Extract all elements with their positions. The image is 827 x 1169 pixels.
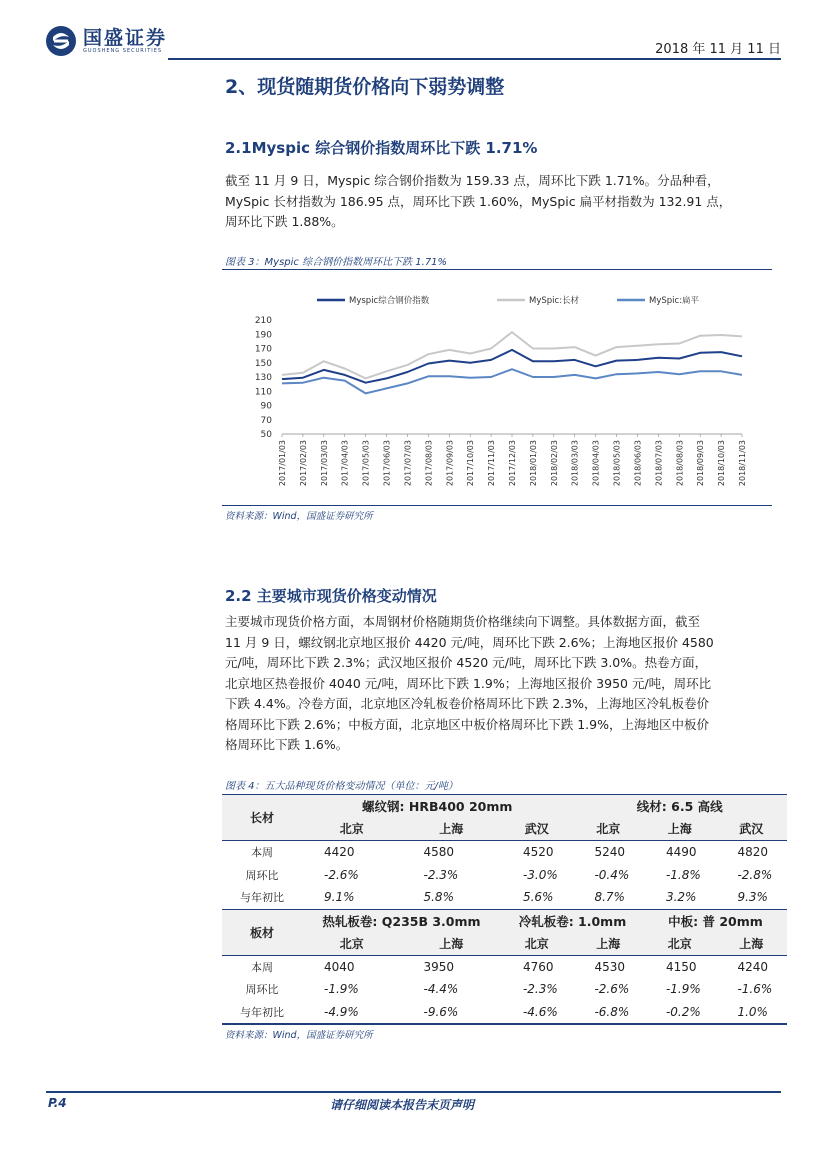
- table-cell: 4580: [423, 845, 455, 860]
- table-row: [222, 841, 787, 864]
- paragraph-line: 格周环比下跌 1.6%。: [225, 737, 349, 752]
- subsection-title-2-2: 2.2 主要城市现货价格变动情况: [225, 587, 437, 605]
- paragraph-line: 截至 11 月 9 日，Myspic 综合钢价指数为 159.33 点，周环比下跌 1.71%。分品种看，: [225, 173, 720, 188]
- x-tick-label: 2018/02/03: [549, 440, 559, 487]
- disclaimer-notice: 请仔细阅读本报告末页声明: [330, 1098, 475, 1112]
- logo-name-en: GUOSHENG SECURITIES: [83, 47, 163, 54]
- table-cell: 4150: [665, 959, 697, 974]
- table-cell: -2.8%: [737, 867, 773, 882]
- x-tick-label: 2018/04/03: [591, 440, 601, 487]
- paragraph-2-1: [225, 171, 777, 233]
- paragraph-line: 11 月 9 日，螺纹钢北京地区报价 4420 元/吨，周环比下跌 2.6%；上海地区报价 4580: [225, 634, 714, 650]
- table-cell: 4520: [522, 845, 554, 860]
- x-tick-label: 2017/10/03: [466, 440, 476, 487]
- figure-3-bottom-rule: [222, 505, 772, 506]
- wire-rod-group-header: 线材: 6.5 高线: [572, 795, 787, 818]
- table-cell: 3.2%: [644, 886, 716, 909]
- x-tick-label: 2017/05/03: [361, 440, 371, 487]
- city-header: 武汉: [501, 818, 573, 841]
- paragraph-line: 北京地区热卷报价 4040 元/吨，周环比下跌 1.9%；上海地区报价 3950 元/吨，周环比: [225, 675, 712, 691]
- city-header: 上海: [401, 932, 500, 955]
- logo-name: 国盛证券: [83, 26, 168, 49]
- paragraph-line: 主要城市现货价格方面，本周钢材价格随期货价格继续向下调整。具体数据方面，截至: [225, 614, 701, 629]
- city-header: 北京: [501, 932, 573, 955]
- city-header: 上海: [715, 932, 787, 955]
- table-row: [222, 1001, 787, 1025]
- x-tick-label: 2017/06/03: [382, 440, 392, 487]
- table-cell: 5.8%: [401, 886, 500, 909]
- table-cell: -0.4%: [594, 867, 630, 882]
- city-header: 上海: [644, 818, 716, 841]
- x-tick-label: 2017/11/03: [487, 440, 497, 487]
- table-cell: 9.3%: [715, 886, 787, 909]
- row-label: 与年初比: [222, 1001, 302, 1025]
- y-tick-label: 110: [254, 387, 272, 398]
- table-cell: 4240: [737, 959, 769, 974]
- table-cell: 4530: [594, 959, 626, 974]
- steel-price-index-chart: [222, 280, 772, 505]
- legend-label: MySpic:扁平: [649, 296, 700, 306]
- table-cell: 4040: [324, 959, 355, 974]
- section-title: 2、现货随期货价格向下弱势调整: [225, 76, 505, 98]
- y-tick-label: 90: [260, 401, 272, 412]
- x-tick-label: 2018/09/03: [696, 440, 706, 487]
- x-tick-label: 2018/06/03: [633, 440, 643, 487]
- x-tick-label: 2018/03/03: [570, 440, 580, 487]
- x-tick-label: 2018/08/03: [675, 440, 685, 487]
- x-tick-label: 2017/03/03: [319, 440, 329, 487]
- table-cell: -3.0%: [522, 867, 558, 882]
- page-number: P.4: [48, 1096, 67, 1110]
- y-tick-label: 130: [254, 373, 272, 383]
- city-header: 北京: [644, 932, 716, 955]
- paragraph-2-2: [225, 612, 777, 756]
- footer-divider: [46, 1091, 781, 1093]
- figure-4-source: 资料来源：Wind，国盛证券研究所: [225, 1030, 373, 1041]
- x-tick-label: 2018/05/03: [612, 440, 622, 487]
- report-date: 2018 年 11 月 11 日: [655, 42, 781, 57]
- x-tick-label: 2017/09/03: [445, 440, 455, 487]
- table-cell: -1.9%: [324, 982, 359, 997]
- company-logo: [45, 24, 167, 58]
- city-header: 北京: [302, 932, 401, 955]
- x-tick-label: 2017/08/03: [424, 440, 434, 487]
- x-tick-label: 2018/07/03: [654, 440, 664, 487]
- figure-4-caption: 图表 4：五大品种现货价格变动情况（单位：元/吨）: [225, 781, 458, 792]
- table-cell: -2.3%: [423, 867, 459, 882]
- table-cell: 5.6%: [501, 886, 573, 909]
- x-tick-label: 2018/01/03: [528, 440, 538, 487]
- flat-products-label: 板材: [222, 909, 302, 955]
- header-divider: [168, 58, 781, 60]
- paragraph-line: 下跌 4.4%。冷卷方面，北京地区冷轧板卷价格周环比下跌 2.3%，上海地区冷轧板卷价: [225, 696, 709, 711]
- cold-rolled-group-header: 冷轧板卷: 1.0mm: [501, 909, 644, 932]
- paragraph-line: 格周环比下跌 2.6%；中板方面，北京地区中板价格周环比下跌 1.9%，上海地区中板价: [225, 716, 709, 732]
- table-cell: -4.6%: [501, 1001, 573, 1025]
- table-cell: -1.8%: [665, 867, 701, 882]
- table-cell: 4490: [665, 845, 697, 860]
- table-cell: -4.4%: [423, 982, 459, 997]
- table-cell: 4420: [324, 845, 355, 860]
- row-label: 周环比: [245, 868, 279, 882]
- y-tick-label: 50: [260, 430, 272, 440]
- table-cell: 3950: [423, 959, 455, 974]
- rebar-group-header: 螺纹钢: HRB400 20mm: [302, 795, 572, 818]
- table-cell: -9.6%: [401, 1001, 500, 1025]
- legend-label: MySpic:长材: [529, 296, 580, 306]
- y-tick-label: 170: [254, 344, 272, 355]
- series-line-1: [282, 332, 742, 378]
- table-cell: -2.6%: [324, 867, 359, 882]
- city-header: 上海: [572, 932, 644, 955]
- table-cell: 4760: [522, 959, 554, 974]
- y-tick-label: 210: [254, 316, 272, 326]
- y-tick-label: 70: [260, 415, 272, 426]
- city-header: 武汉: [715, 818, 787, 841]
- x-tick-label: 2017/04/03: [340, 440, 350, 487]
- paragraph-line: 周环比下跌 1.88%。: [225, 214, 344, 229]
- table-cell: -2.6%: [594, 982, 630, 997]
- table-cell: -1.6%: [737, 982, 773, 997]
- x-tick-label: 2018/11/03: [738, 440, 747, 487]
- table-row: [222, 978, 787, 1001]
- row-label: 周环比: [245, 983, 279, 997]
- table-cell: 9.1%: [302, 886, 401, 909]
- legend-label: Myspic综合钢价指数: [349, 296, 430, 306]
- table-cell: 8.7%: [572, 886, 644, 909]
- table-row: [222, 886, 787, 909]
- paragraph-line: 元/吨，周环比下跌 2.3%；武汉地区报价 4520 元/吨，周环比下跌 3.0%。热卷方面，: [225, 655, 708, 670]
- y-tick-label: 150: [254, 358, 272, 369]
- series-line-0: [282, 350, 742, 383]
- long-products-label: 长材: [222, 795, 302, 841]
- logo-emblem-icon: [45, 25, 77, 57]
- table-cell: 1.0%: [715, 1001, 787, 1025]
- table-cell: -0.2%: [644, 1001, 716, 1025]
- medium-plate-group-header: 中板: 普 20mm: [644, 909, 787, 932]
- table-cell: -6.8%: [572, 1001, 644, 1025]
- city-header: 北京: [572, 818, 644, 841]
- table-row: [222, 955, 787, 978]
- x-tick-label: 2018/10/03: [717, 440, 727, 487]
- paragraph-line: MySpic 长材指数为 186.95 点，周环比下跌 1.60%，MySpic 扁平材指数为 132.91 点，: [225, 193, 732, 209]
- row-label: 与年初比: [222, 886, 302, 909]
- x-tick-label: 2017/07/03: [403, 440, 413, 487]
- row-label: 本周: [251, 960, 273, 974]
- table-cell: -2.3%: [522, 982, 558, 997]
- x-tick-label: 2017/01/03: [278, 440, 287, 487]
- figure-3-source: 资料来源：Wind，国盛证券研究所: [225, 511, 373, 522]
- city-header: 上海: [401, 818, 500, 841]
- x-tick-label: 2017/02/03: [298, 440, 308, 487]
- table-cell: 5240: [594, 845, 626, 860]
- table-cell: -1.9%: [665, 982, 701, 997]
- hot-rolled-group-header: 热轧板卷: Q235B 3.0mm: [302, 909, 501, 932]
- city-header: 北京: [302, 818, 401, 841]
- subsection-title-2-1: 2.1Myspic 综合钢价指数周环比下跌 1.71%: [225, 139, 538, 157]
- figure-3-top-rule: [222, 269, 772, 270]
- table-cell: -4.9%: [302, 1001, 401, 1025]
- figure-3-caption: 图表 3：Myspic 综合钢价指数周环比下跌 1.71%: [225, 257, 448, 268]
- table-cell: 4820: [737, 845, 769, 860]
- table-row: [222, 864, 787, 887]
- series-line-2: [282, 369, 742, 393]
- spot-price-table: [222, 794, 787, 1025]
- row-label: 本周: [251, 846, 273, 860]
- x-tick-label: 2017/12/03: [508, 440, 517, 487]
- y-tick-label: 190: [254, 330, 272, 341]
